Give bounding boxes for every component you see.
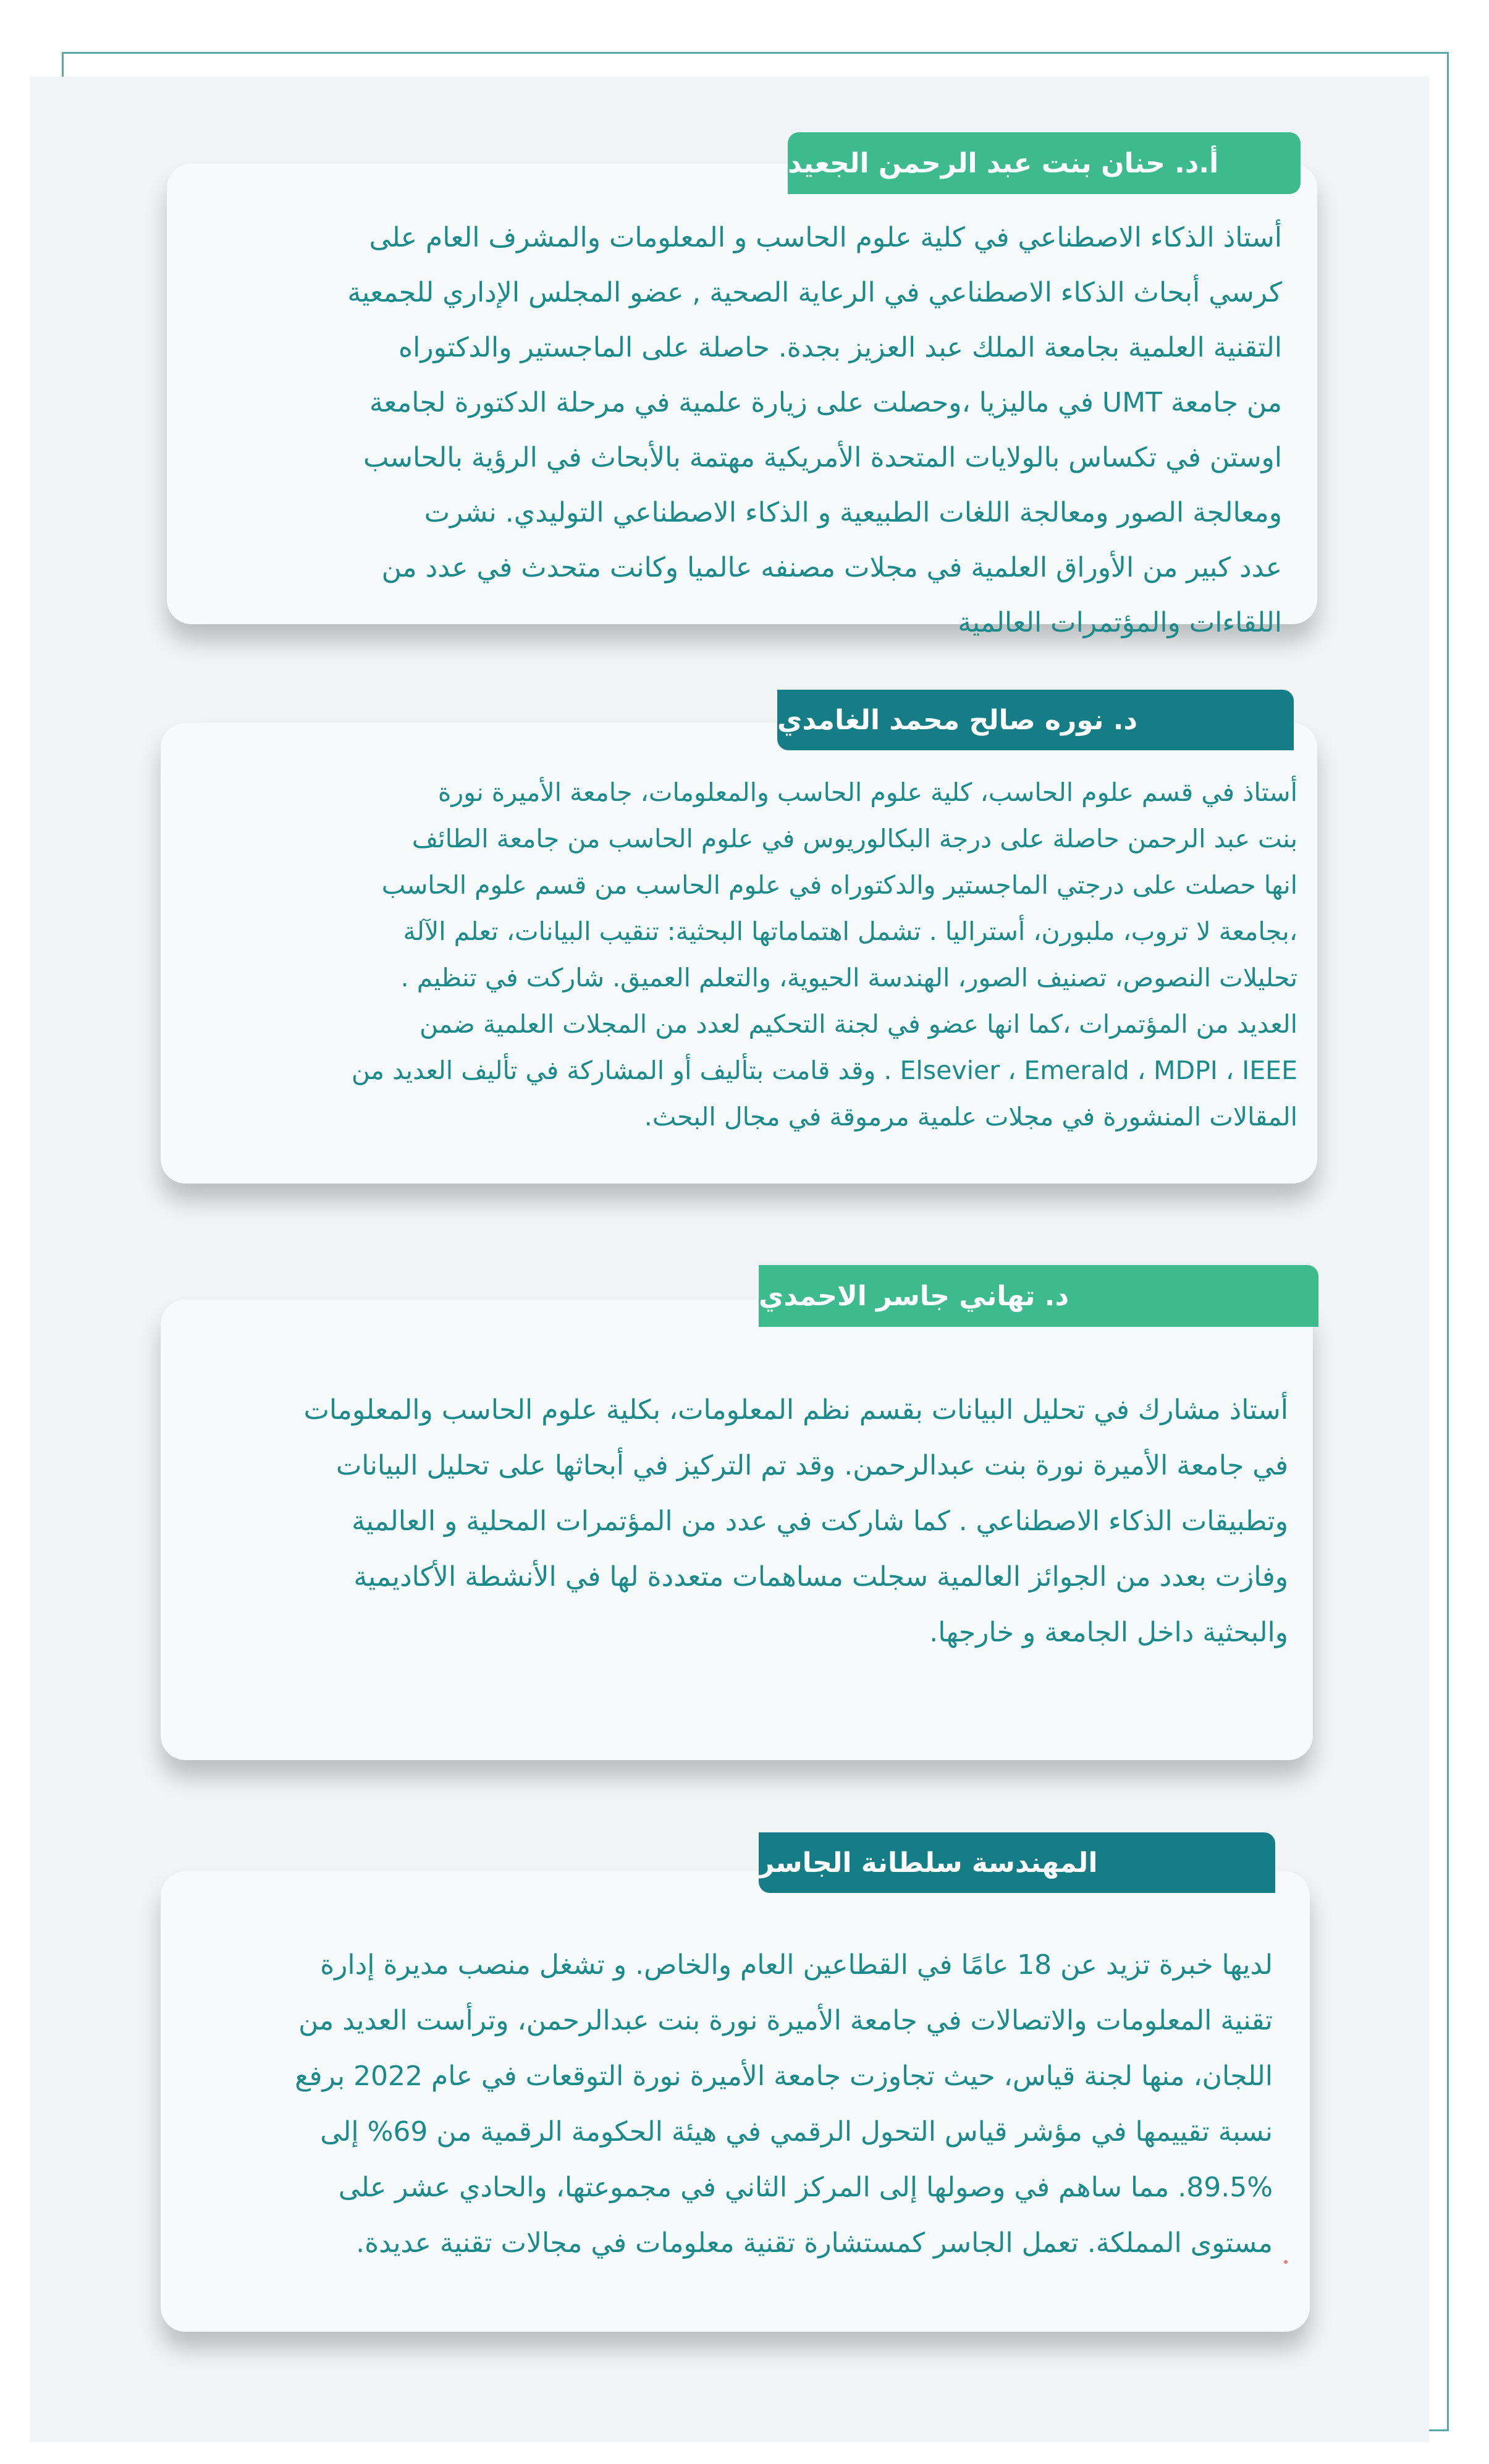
decorative-dot (1284, 2260, 1288, 2264)
profile-bio-3: أستاذ مشارك في تحليل البيانات بقسم نظم المعلومات، بكلية علوم الحاسب والمعلومات في جامعة الأميرة نورة بنت عبدالرحمن. وقد تم التركيز في أبحاثها على تحليل البيانات وتطبيقات الذكاء الاصطناعي . كما شاركت في عدد من المؤتمرات المحلية و العالمية وفازت بعدد من الجوائز العالمية سجلت مساهمات متعددة لها في الأنشطة الأكاديمية والبحثية داخل الجامعة و خارجها. (303, 1394, 1288, 1648)
profile-bio-1: أستاذ الذكاء الاصطناعي في كلية علوم الحاسب و المعلومات والمشرف العام على كرسي أبحاث الذكاء الاصطناعي في الرعاية الصحية , عضو المجلس الإداري للجمعية التقنية العلمية بجامعة الملك عبد العزيز بجدة. حاصلة على الماجستير والدكتوراه من جامعة UMT في ماليزيا ،وحصلت على زيارة علمية في مرحلة الدكتورة لجامعة اوستن في تكساس بالولايات المتحدة الأمريكية مهتمة بالأبحاث في الرؤية بالحاسب ومعالجة الصور ومعالجة اللغات الطبيعية و الذكاء الاصطناعي التوليدي. نشرت عدد كبير من الأوراق العلمية في مجلات مصنفه عالميا وكانت متحدث في عدد من اللقاءات والمؤتمرات العالمية (347, 222, 1282, 638)
profile-name-3: د. تهاني جاسر الاحمدي (759, 1265, 1318, 1327)
profile-name-1: أ.د. حنان بنت عبد الرحمن الجعيد (788, 132, 1301, 194)
profile-bio-2: أستاذ في قسم علوم الحاسب، كلية علوم الحاسب والمعلومات، جامعة الأميرة نورة بنت عبد الرحمن حاصلة على درجة البكالوريوس في علوم الحاسب من جامعة الطائف انها حصلت على درجتي الماجستير والدكتوراه في علوم الحاسب من قسم علوم الحاسب ،بجامعة لا تروب، ملبورن، أستراليا . تشمل اهتماماتها البحثية: تنقيب البيانات، تعلم الآلة تحليلات النصوص، تصنيف الصور، الهندسة الحيوية، والتعلم العميق. شاركت في تنظيم . العديد من المؤتمرات ،كما انها عضو في لجنة التحكيم لعدد من المجلات العلمية ضمن Elsevier ، Emerald ، MDPI ، IEEE . وقد قامت بتأليف أو المشاركة في تأليف العديد من المقالات المنشورة في مجلات علمية مرموقة في مجال البحث. (351, 777, 1297, 1132)
profile-bio-4: لديها خبرة تزيد عن 18 عامًا في القطاعين العام والخاص. و تشغل منصب مديرة إدارة تقنية المعلومات والاتصالات في جامعة الأميرة نورة بنت عبدالرحمن، وترأست العديد من اللجان، منها لجنة قياس، حيث تجاوزت جامعة الأميرة نورة التوقعات في عام 2022 برفع نسبة تقييمها في مؤشر قياس التحول الرقمي في هيئة الحكومة الرقمية من 69% إلى 89.5%. مما ساهم في وصولها إلى المركز الثاني في مجموعتها، والحادي عشر على مستوى المملكة. تعمل الجاسر كمستشارة تقنية معلومات في مجالات تقنية عديدة. (295, 1949, 1273, 2259)
profile-name-4: المهندسة سلطانة الجاسر (759, 1832, 1275, 1893)
profile-name-2: د. نوره صالح محمد الغامدي (777, 690, 1294, 750)
